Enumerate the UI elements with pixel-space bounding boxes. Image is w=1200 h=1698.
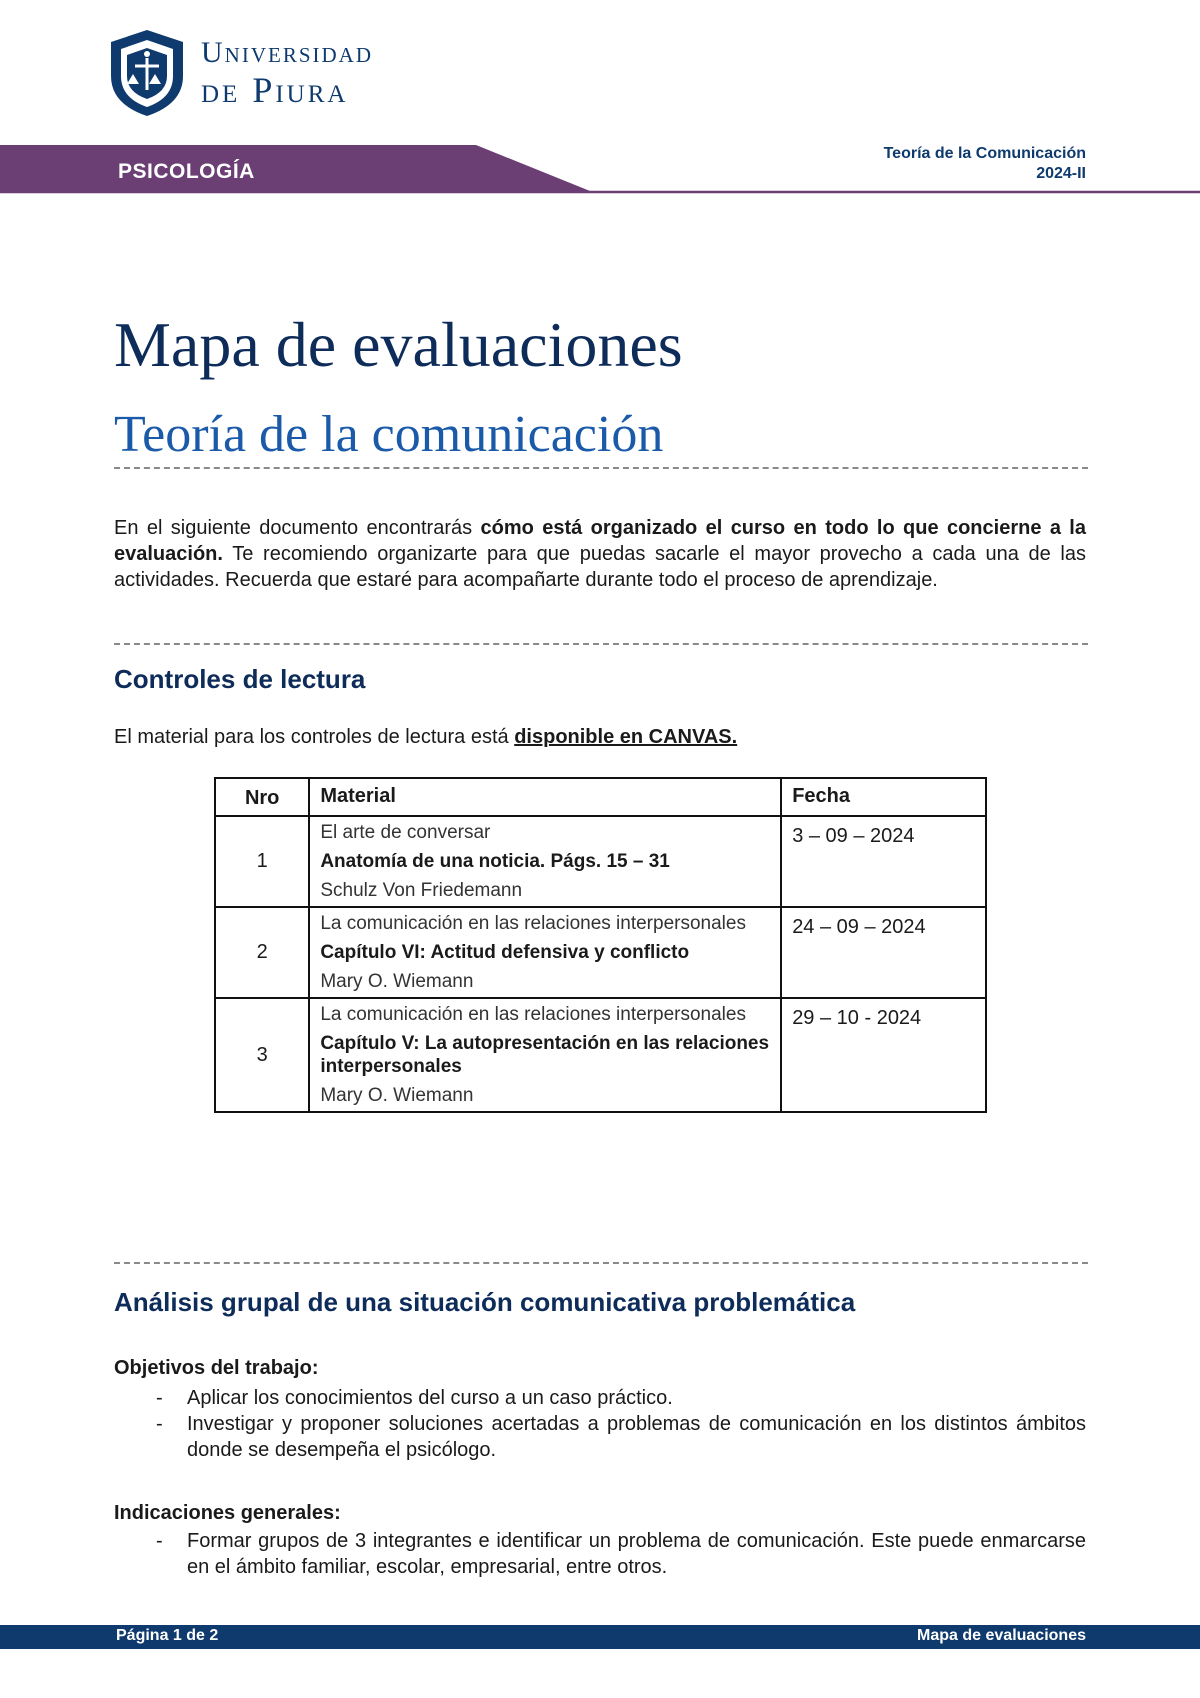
list-item	[114, 1411, 1086, 1463]
row-material	[309, 998, 781, 1112]
intro-paragraph	[114, 515, 1086, 593]
material-chapter: Capítulo V: La autopresentación en las relaciones interpersonales	[320, 1033, 770, 1077]
logo-line1: Universidad	[201, 36, 373, 69]
material-chapter: Anatomía de una noticia. Págs. 15 – 31	[320, 851, 670, 872]
logo-line2: de Piura	[201, 70, 349, 110]
material-title: La comunicación en las relaciones interpersonales	[320, 913, 746, 934]
row-date-text: 3 – 09 – 2024	[792, 825, 915, 847]
row-nro: 3	[215, 998, 309, 1112]
header-course-info	[884, 144, 1086, 184]
row-date	[781, 998, 986, 1112]
intro-text-1: En el siguiente documento encontrarás	[114, 517, 481, 539]
bullet-dash: -	[156, 1530, 163, 1552]
list-item	[114, 1385, 1086, 1411]
divider	[114, 643, 1088, 645]
faculty-label: PSICOLOGÍA	[118, 160, 255, 183]
canvas-link[interactable]: disponible en CANVAS.	[514, 726, 738, 748]
course-term: 2024-II	[1036, 165, 1086, 182]
intro-text-2: Te recomiendo organizarte para que puedas sacarle el mayor provecho a cada una de las actividades. Recuerda que estaré para acompañarte durante todo el proceso de aprendizaje.	[114, 543, 1086, 591]
page-title: Mapa de evaluaciones	[114, 309, 683, 380]
university-seal-icon	[105, 26, 189, 120]
col-header-material: Material	[309, 778, 781, 816]
row-date	[781, 816, 986, 907]
course-name: Teoría de la Comunicación	[883, 145, 1086, 162]
page-subtitle: Teoría de la comunicación	[114, 406, 664, 463]
university-logo	[105, 26, 373, 120]
table-row	[215, 816, 986, 907]
section-heading-controles: Controles de lectura	[114, 664, 366, 694]
table-row	[215, 907, 986, 998]
controles-text	[114, 724, 1086, 750]
table-row	[215, 998, 986, 1112]
row-date	[781, 907, 986, 998]
section-heading-analisis: Análisis grupal de una situación comunicativa problemática	[114, 1287, 856, 1317]
material-chapter: Capítulo VI: Actitud defensiva y conflicto	[320, 942, 690, 963]
objetivo-text: Investigar y proponer soluciones acertadas a problemas de comunicación en los distintos ámbitos donde se desempeña el psicólogo.	[187, 1413, 1086, 1461]
material-author: Schulz Von Friedemann	[320, 880, 523, 901]
list-item	[114, 1528, 1086, 1580]
row-nro: 1	[215, 816, 309, 907]
controles-text-span: El material para los controles de lectura está	[114, 726, 515, 748]
col-header-fecha: Fecha	[781, 778, 986, 816]
divider	[114, 1262, 1088, 1264]
objetivos-list	[114, 1385, 1086, 1463]
indicaciones-list	[114, 1528, 1086, 1580]
row-material	[309, 907, 781, 998]
material-title: El arte de conversar	[320, 822, 491, 843]
material-title: La comunicación en las relaciones interpersonales	[320, 1004, 746, 1025]
footer-doc-title: Mapa de evaluaciones	[917, 1627, 1086, 1644]
row-nro: 2	[215, 907, 309, 998]
objetivos-heading: Objetivos del trabajo:	[114, 1357, 319, 1379]
intro-bold: cómo está organizado el curso en todo lo que concierne a la evaluación.	[114, 517, 1086, 565]
row-material	[309, 816, 781, 907]
material-author: Mary O. Wiemann	[320, 1085, 474, 1106]
divider	[114, 467, 1088, 469]
table-header-row	[215, 778, 986, 816]
bullet-dash: -	[156, 1387, 163, 1409]
row-date-text: 24 – 09 – 2024	[792, 916, 926, 938]
row-date-text: 29 – 10 - 2024	[792, 1007, 922, 1029]
col-header-nro: Nro	[215, 778, 309, 816]
bullet-dash: -	[156, 1413, 163, 1435]
objetivo-text: Aplicar los conocimientos del curso a un caso práctico.	[187, 1387, 673, 1409]
footer-page-number: Página 1 de 2	[116, 1627, 219, 1644]
controles-table	[214, 777, 987, 1113]
indicacion-text: Formar grupos de 3 integrantes e identificar un problema de comunicación. Este puede enmarcarse en el ámbito familiar, escolar, empresarial, entre otros.	[187, 1530, 1086, 1578]
indicaciones-heading: Indicaciones generales:	[114, 1502, 341, 1524]
material-author: Mary O. Wiemann	[320, 971, 474, 992]
